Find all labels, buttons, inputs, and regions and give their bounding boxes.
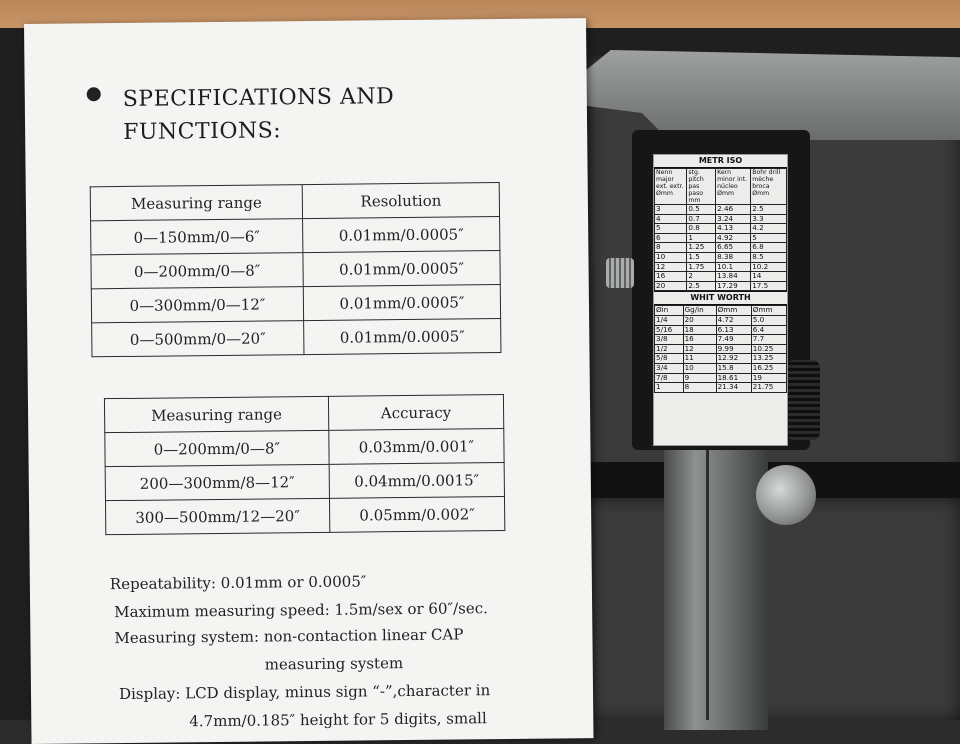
lock-screw — [606, 258, 634, 288]
table-row — [655, 252, 787, 262]
bullet-icon — [87, 87, 101, 101]
table-cell: 10 — [683, 363, 716, 373]
table-cell: 1/2 — [655, 344, 684, 354]
table-cell: 10.1 — [716, 262, 751, 272]
table-header: Measuring range — [90, 185, 302, 221]
metric-title: METR ISO — [654, 155, 787, 168]
heading-line: SPECIFICATIONS AND — [122, 84, 395, 112]
table-cell: 3 — [655, 205, 687, 215]
table-row — [655, 281, 787, 291]
table-cell: 16.25 — [751, 363, 786, 373]
table-cell: 5/16 — [655, 325, 684, 335]
table-row — [91, 217, 500, 255]
thread-chart-card — [653, 154, 788, 446]
table-row — [655, 224, 787, 234]
display-text-cont: 4.7mm/0.185″ height for 5 digits, small — [189, 709, 487, 731]
measuring-system-text: Measuring system: non-contaction linear CAP — [114, 625, 464, 648]
table-row — [655, 354, 787, 364]
whitworth-thread-table — [654, 305, 787, 392]
table-cell: 6.65 — [716, 243, 751, 253]
metric-header: Nenn major ext. extr. Ømm — [655, 169, 687, 205]
table-cell: 19 — [751, 373, 786, 383]
table-cell: 8.5 — [751, 252, 787, 262]
table-cell: 1/4 — [655, 315, 684, 325]
table-cell: 0.05mm/0.002″ — [329, 496, 504, 532]
table-header: Resolution — [302, 183, 499, 219]
table-cell: 18.61 — [716, 373, 751, 383]
table-cell: 12 — [655, 262, 687, 272]
table-cell: 8 — [683, 383, 716, 393]
whit-header: Ømm — [716, 306, 751, 316]
table-cell: 1.5 — [687, 252, 716, 262]
table-cell: 2.5 — [687, 281, 716, 291]
table-row — [105, 462, 504, 500]
resolution-table — [90, 182, 502, 357]
table-cell: 6.8 — [751, 243, 787, 253]
table-row — [105, 428, 504, 466]
table-cell: 17.29 — [716, 281, 751, 291]
table-header: Measuring range — [104, 396, 328, 432]
whitworth-title: WHIT WORTH — [654, 291, 787, 305]
table-cell: 0.01mm/0.0005″ — [303, 251, 500, 287]
table-cell: 6.13 — [716, 325, 751, 335]
table-cell: 16 — [655, 272, 687, 282]
metric-thread-table — [654, 168, 787, 291]
whit-header: Øin — [655, 306, 684, 316]
table-cell: 12 — [683, 344, 716, 354]
table-cell: 7.49 — [716, 335, 751, 345]
table-cell: 11 — [683, 354, 716, 364]
table-cell: 18 — [683, 325, 716, 335]
table-cell: 0.7 — [687, 214, 716, 224]
table-row — [655, 383, 787, 393]
metric-header: Bohr drill mèche broca Ømm — [751, 169, 787, 205]
table-cell: 3/4 — [655, 363, 684, 373]
table-cell: 0.01mm/0.0005″ — [304, 319, 501, 355]
table-cell: 9 — [683, 373, 716, 383]
table-cell: 4.72 — [716, 315, 751, 325]
spec-heading — [123, 80, 395, 149]
table-cell: 0—200mm/0—8″ — [105, 430, 329, 466]
table-cell: 0—300mm/0—12″ — [91, 287, 303, 323]
table-cell: 0.5 — [687, 205, 716, 215]
table-row — [655, 363, 787, 373]
table-cell: 1 — [655, 383, 684, 393]
table-cell: 8 — [655, 243, 687, 253]
table-cell: 2.5 — [751, 205, 787, 215]
table-row — [92, 319, 501, 357]
foam-insert-lower — [588, 498, 960, 720]
table-row — [655, 315, 787, 325]
table-cell: 5.0 — [751, 315, 786, 325]
table-cell: 0—150mm/0—6″ — [91, 219, 303, 255]
table-cell: 15.8 — [716, 363, 751, 373]
metric-header: Kern minor int. núcleo Ømm — [716, 169, 751, 205]
thumb-wheel — [786, 360, 820, 440]
table-cell: 4.92 — [716, 233, 751, 243]
accuracy-table — [104, 394, 505, 535]
table-cell: 21.34 — [716, 383, 751, 393]
table-cell: 10.2 — [751, 262, 787, 272]
table-cell: 6.4 — [751, 325, 786, 335]
table-cell: 1.25 — [687, 243, 716, 253]
measuring-system-text-cont: measuring system — [264, 654, 404, 674]
table-cell: 0—200mm/0—8″ — [91, 253, 303, 289]
table-cell: 1.75 — [687, 262, 716, 272]
table-cell: 4.2 — [751, 224, 787, 234]
table-cell: 13.25 — [751, 354, 786, 364]
table-cell: 0.01mm/0.0005″ — [303, 217, 500, 253]
whit-header: Gg/in — [683, 306, 716, 316]
table-cell: 13.84 — [716, 272, 751, 282]
table-cell: 17.5 — [751, 281, 787, 291]
table-cell: 16 — [683, 335, 716, 345]
table-row — [655, 335, 787, 345]
table-row — [655, 272, 787, 282]
table-cell: 14 — [751, 272, 787, 282]
table-cell: 10 — [655, 252, 687, 262]
table-cell: 20 — [683, 315, 716, 325]
table-row — [105, 496, 504, 534]
table-cell: 9.99 — [716, 344, 751, 354]
table-cell: 3.3 — [751, 214, 787, 224]
table-cell: 0.8 — [687, 224, 716, 234]
table-cell: 0—500mm/0—20″ — [92, 321, 304, 357]
table-cell: 5 — [751, 233, 787, 243]
table-cell: 8.38 — [716, 252, 751, 262]
table-cell: 3.24 — [716, 214, 751, 224]
table-cell: 0.04mm/0.0015″ — [329, 462, 504, 498]
table-cell: 2.46 — [716, 205, 751, 215]
table-row — [655, 205, 787, 215]
display-text: Display: LCD display, minus sign “-”,character in — [118, 681, 491, 704]
table-cell: 1 — [687, 233, 716, 243]
whit-header: Ømm — [751, 306, 786, 316]
table-cell: 4.13 — [716, 224, 751, 234]
table-cell: 2 — [687, 272, 716, 282]
table-cell: 10.25 — [751, 344, 786, 354]
table-cell: 0.01mm/0.0005″ — [303, 285, 500, 321]
table-cell: 200—300mm/8—12″ — [105, 464, 329, 500]
caliper-knob — [756, 465, 816, 525]
instruction-sheet — [24, 18, 594, 744]
table-cell: 20 — [655, 281, 687, 291]
table-cell: 6 — [655, 233, 687, 243]
table-cell: 5 — [655, 224, 687, 234]
table-row — [91, 251, 500, 289]
table-row — [91, 285, 500, 323]
table-cell: 300—500mm/12—20″ — [105, 498, 329, 534]
max-speed-text: Maximum measuring speed: 1.5m/sex or 60″/sec. — [114, 599, 488, 622]
table-cell: 5/8 — [655, 354, 684, 364]
repeatability-text: Repeatability: 0.01mm or 0.0005″ — [109, 572, 367, 594]
table-cell: 0.03mm/0.001″ — [329, 428, 504, 464]
table-cell: 21.75 — [751, 383, 786, 393]
table-cell: 3/8 — [655, 335, 684, 345]
table-header: Accuracy — [328, 395, 503, 431]
metric-header: stg. pitch pas paso mm — [687, 169, 716, 205]
table-cell: 12.92 — [716, 354, 751, 364]
heading-line: FUNCTIONS: — [123, 118, 282, 145]
table-cell: 4 — [655, 214, 687, 224]
table-cell: 7/8 — [655, 373, 684, 383]
table-cell: 7.7 — [751, 335, 786, 345]
